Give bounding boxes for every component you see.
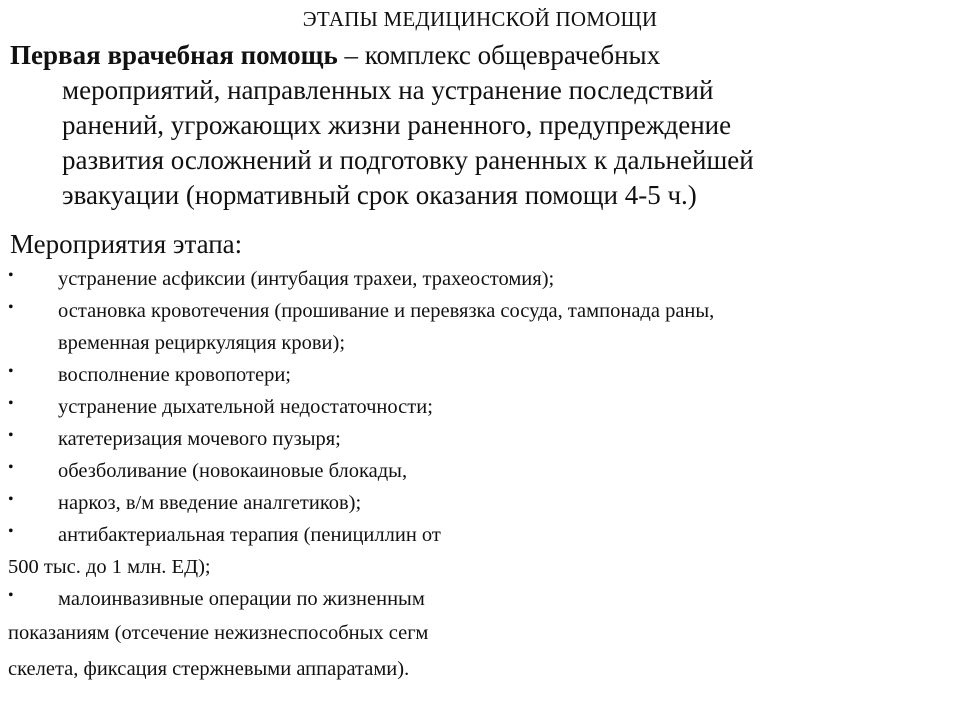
definition-line: развития осложнений и подготовку раненных к дальнейшей — [62, 145, 754, 175]
measure-item: обезболивание (новокаиновые блокады, — [58, 460, 408, 482]
bullet-marker: • — [8, 459, 14, 476]
measures-heading: Мероприятия этапа: — [10, 229, 243, 259]
bullet-marker: • — [8, 491, 14, 508]
measure-item-continuation: показаниям (отсечение нежизнеспособных сегм — [8, 622, 429, 644]
measure-item: катетеризация мочевого пузыря; — [58, 428, 341, 450]
definition-line: эвакуации (нормативный срок оказания помощи 4-5 ч.) — [62, 180, 697, 210]
measure-item: устранение дыхательной недостаточности; — [58, 396, 433, 418]
bullet-marker: • — [8, 587, 14, 604]
definition-line: ранений, угрожающих жизни раненного, предупреждение — [62, 110, 732, 140]
measure-item: восполнение кровопотери; — [58, 364, 291, 386]
definition-term: Первая врачебная помощь — [10, 40, 338, 70]
measure-item: малоинвазивные операции по жизненным — [58, 588, 425, 610]
definition-line: – комплекс общеврачебных — [337, 40, 661, 70]
bullet-marker: • — [8, 363, 14, 380]
definition-line: мероприятий, направленных на устранение последствий — [62, 75, 714, 105]
measure-item: остановка кровотечения (прошивание и перевязка сосуда, тампонада раны, — [58, 300, 715, 322]
bullet-marker: • — [8, 427, 14, 444]
slide-title: ЭТАПЫ МЕДИЦИНСКОЙ ПОМОЩИ — [302, 7, 658, 31]
bullet-marker: • — [8, 523, 14, 540]
measure-item-continuation: временная рециркуляция крови); — [58, 332, 346, 354]
bullet-marker: • — [8, 267, 14, 284]
bullet-marker: • — [8, 299, 14, 316]
measure-item: наркоз, в/м введение аналгетиков); — [58, 492, 362, 514]
measure-item: устранение асфиксии (интубация трахеи, трахеостомия); — [58, 268, 555, 290]
bullet-marker: • — [8, 395, 14, 412]
measure-item-continuation: 500 тыс. до 1 млн. ЕД); — [8, 556, 211, 578]
measure-item-continuation: скелета, фиксация стержневыми аппаратами). — [8, 658, 410, 680]
measure-item: антибактериальная терапия (пенициллин от — [58, 524, 441, 546]
